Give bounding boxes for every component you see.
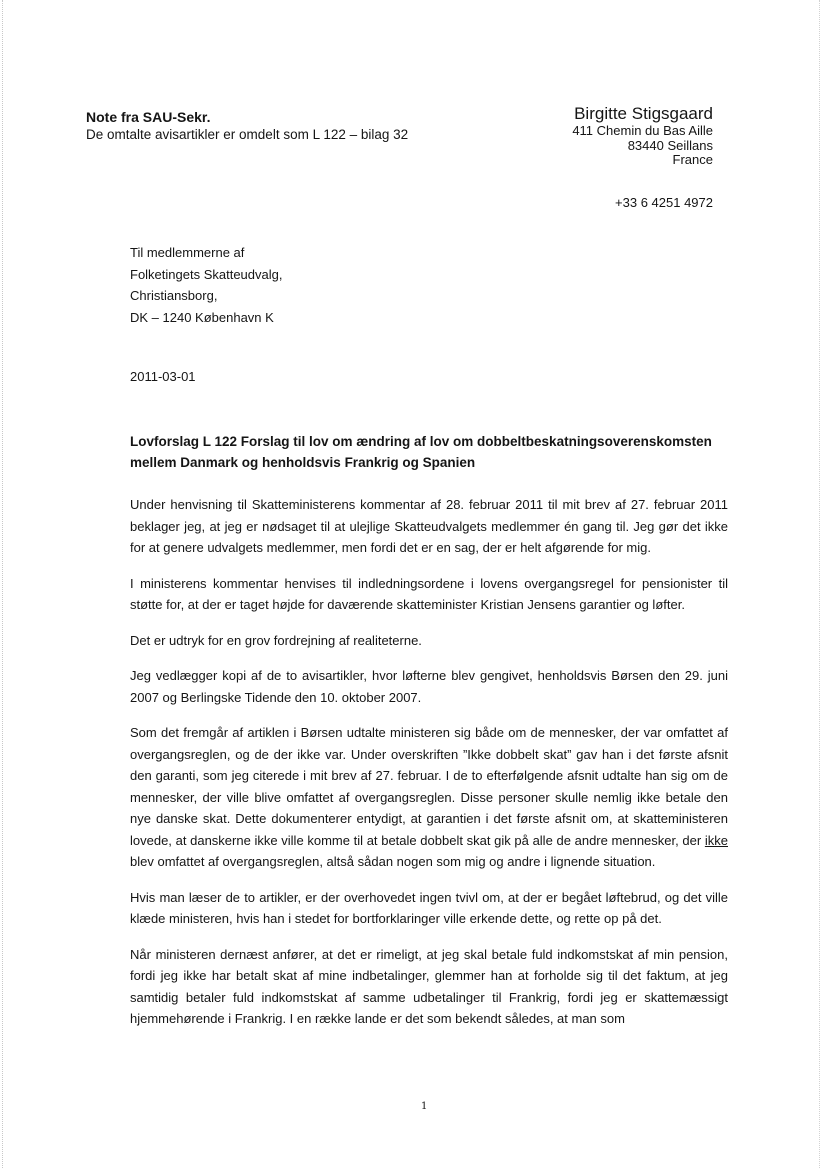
note-title: Note fra SAU-Sekr. [86,109,211,125]
recipient-line: Folketingets Skatteudvalg, [130,266,283,282]
underlined-word: ikke [704,832,728,848]
scan-edge-right [819,0,821,1168]
letter-date: 2011-03-01 [130,369,196,384]
secretariat-note [86,108,408,144]
letter-subject: Lovforslag L 122 Forslag til lov om ændring af lov om dobbeltbeskatningsoverenskomsten mellem Danmark og henholdsvis Frankrig og Spanien [130,434,712,470]
body-paragraph: Når ministeren dernæst anfører, at det er rimeligt, at jeg skal betale fuld indkomstskat af min pension, fordi jeg ikke har betalt skat af mine indbetalinger, glemmer han at forholde sig til det faktum, at jeg samtidig betaler fuld indkomstskat af samme udbetalinger til Frankrig, fordi jeg er skattemæssigt hjemmehørende i Frankrig. I en række lande er det som bekendt således, at man som [130,946,728,1026]
scan-edge-left [2,0,4,1168]
body-paragraph: Under henvisning til Skatteministerens kommentar af 28. februar 2011 til mit brev af 27. februar 2011 beklager jeg, at jeg er nødsaget til at ulejlige Skatteudvalgets medlemmer én gang til. Jeg gør det ikke for at genere udvalgets medlemmer, men fordi det er en sag, der er helt afgørende for mig. [130,497,728,555]
sender-phone: +33 6 4251 4972 [615,194,713,210]
note-text: De omtalte avisartikler er omdelt som L 122 – bilag 32 [86,127,409,142]
paragraph-text: Som det fremgår af artiklen i Børsen udtalte ministeren sig både om de mennesker, der var omfattet af overgangsreglen, og de der ikke var. Under overskriften ”Ikke dobbelt skat” gav han i det første afsnit den garanti, som jeg citerede i mit brev af 27. februar. I de to efterfølgende afsnit udtalte han sig om de mennesker, der ville blive omfattet af overgangsreglen. Disse personer skulle nemlig ikke betale den nye danske skat. Dette dokumenterer entydigt, at garantien i det første afsnit om, at skatteministeren lovede, at danskerne ikke ville komme til at betale dobbelt skat gik på alle de andre mennesker, der [130,725,728,848]
sender-country: France [672,152,713,167]
sender-street: 411 Chemin du Bas Aille [572,123,713,138]
body-paragraph: I ministerens kommentar henvises til indledningsordene i lovens overgangsregel for pensionister til støtte for, at der er taget højde for daværende skatteminister Kristian Jensens garantier og løfter. [130,575,728,612]
sender-address [572,104,713,210]
recipient-line: DK – 1240 København K [130,309,274,325]
body-paragraph: Det er udtryk for en grov fordrejning af realiteterne. [130,632,422,648]
sender-name: Birgitte Stigsgaard [574,104,713,123]
recipient-line: Til medlemmerne af [130,245,245,260]
paragraph-text: blev omfattet af overgangsreglen, altså sådan nogen som mig og andre i lignende situation. [130,854,656,869]
recipient-address [130,242,282,328]
sender-city: 83440 Seillans [627,137,713,153]
page-number: 1 [421,1101,428,1112]
body-paragraph: Hvis man læser de to artikler, er der overhovedet ingen tvivl om, at der er begået løftebrud, og det ville klæde ministeren, hvis han i stedet for bortforklaringer ville erkende dette, og rette op på det. [130,889,728,926]
letter-body [130,494,728,1044]
body-paragraph: Jeg vedlægger kopi af de to avisartikler, hvor løfterne blev gengivet, henholdsvis Børsen den 29. juni 2007 og Berlingske Tidende den 10. oktober 2007. [130,668,728,705]
body-paragraph [130,722,728,873]
recipient-line: Christiansborg, [130,288,218,303]
